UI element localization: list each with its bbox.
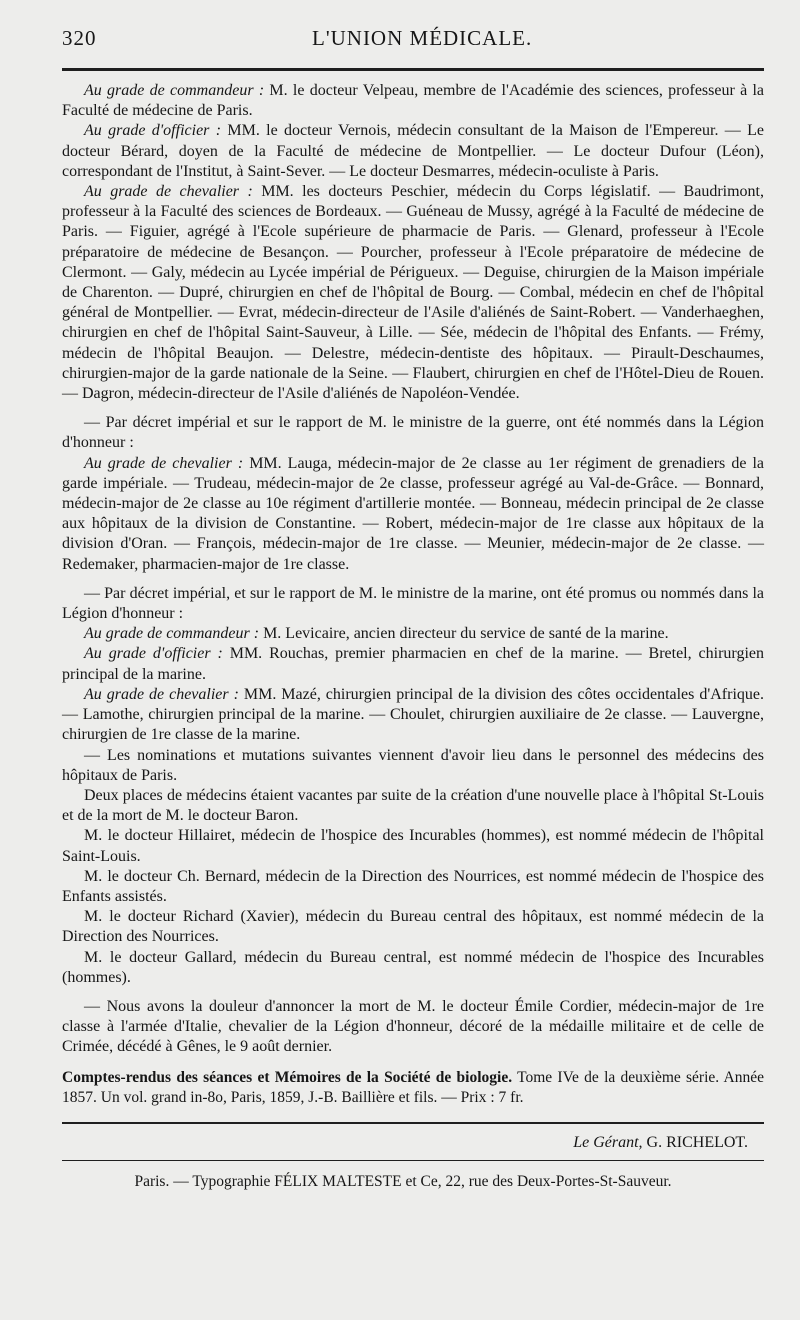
- paragraph-text: MM. le docteur Vernois, médecin consultant de la Maison de l'Empereur. — Le docteur Bérard, doyen de la Faculté de médecine de Montpellier. — Le docteur Dufour (Léon), correspondant de l'Institut, à Saint-Sever. — Le docteur Desmarres, médecin-oculiste à Paris.: [62, 122, 764, 180]
- paragraph-text: Deux places de médecins étaient vacantes par suite de la création d'une nouvelle place à l'hôpital St-Louis et de la mort de M. le docteur Baron.: [62, 786, 764, 825]
- header-rule: [62, 68, 764, 71]
- grade-label: Au grade d'officier :: [84, 122, 222, 140]
- paragraph-text: MM. Mazé, chirurgien principal de la division des côtes occidentales d'Afrique. — Lamothe, chirurgien principal de la marine. — Choulet, chirurgien auxiliaire de 2e classe. — Lauvergne, chirurgien de 1re classe de la marine.: [62, 685, 764, 744]
- paragraph-text: — Par décret impérial et sur le rapport de M. le ministre de la guerre, ont été nommés dans la Légion d'honneur :: [62, 414, 764, 452]
- paragraph: [62, 826, 764, 866]
- paragraph: [62, 997, 764, 1058]
- page-number: 320: [62, 26, 97, 50]
- paragraph-text: — Les nominations et mutations suivantes viennent d'avoir lieu dans le personnel des médecins des hôpitaux de Paris.: [62, 746, 764, 784]
- paragraph-text: M. le docteur Velpeau, membre de l'Académie des sciences, professeur à la Faculté de médecine de Paris.: [62, 82, 764, 120]
- paragraph: [62, 786, 764, 826]
- paragraph: [62, 907, 764, 947]
- grade-label: Au grade de chevalier :: [84, 685, 239, 703]
- paragraph: [62, 624, 764, 644]
- grade-label: Au grade de commandeur :: [84, 625, 260, 643]
- imprint-rule: [62, 1160, 764, 1161]
- paragraph-text: M. le docteur Gallard, médecin du Bureau central, est nommé médecin de l'hospice des Incurables (hommes).: [62, 948, 764, 986]
- paragraph: [62, 182, 764, 404]
- printer-imprint: Paris. — Typographie FÉLIX MALTESTE et Ce, 22, rue des Deux-Portes-St-Sauveur.: [134, 1172, 672, 1190]
- paragraph: [62, 584, 764, 624]
- grade-label: Au grade de chevalier :: [84, 183, 253, 201]
- grade-label: Au grade de commandeur :: [84, 82, 265, 99]
- journal-title: L'UNION MÉDICALE.: [312, 26, 533, 50]
- paragraph-text: MM. Rouchas, premier pharmacien en chef de la marine. — Bretel, chirurgien principal de la marine.: [62, 645, 764, 683]
- signature-label: Le Gérant,: [573, 1133, 643, 1151]
- paragraph-text: MM. les docteurs Peschier, médecin du Corps législatif. — Baudrimont, professeur à la Faculté des sciences de Bordeaux. — Guéneau de Mussy, agrégé à la Faculté de médecine de Paris. — Figuier, agrégé à l'Ecole supérieure de pharmacie de Paris. — Glenard, professeur à l'Ecole préparatoire de médecine de Besançon. — Pourcher, professeur à l'Ecole préparatoire de médecine de Clermont. — Galy, médecin au Lycée impérial de Périgueux. — Deguise, chirurgien de la Maison impériale de Charenton. — Dupré, chirurgien en chef de l'hôpital de Bourg. — Combal, médecin en chef de l'hôpital général de Montpellier. — Evrat, médecin-directeur de l'Asile d'aliénés de Saint-Robert. — Vanderhaeghen, chirurgien en chef de l'hôpital Saint-Sauveur, à Lille. — Sée, médecin de l'hôpital des Enfants. — Frémy, médecin de l'hôpital Beaujon. — Delestre, médecin-dentiste des hôpitaux. — Pirault-Deschaumes, chirurgien-major de la garde nationale de la Seine. — Flaubert, chirurgien en chef de l'Hôtel-Dieu de Rouen. — Dagron, médecin-directeur de l'Asile d'aliénés de Napoléon-Vendée.: [62, 183, 764, 403]
- running-head: [62, 26, 764, 60]
- paragraph: [62, 746, 764, 786]
- paragraph-text: M. le docteur Hillairet, médecin de l'hospice des Incurables (hommes), est nommé médecin de l'hôpital Saint-Louis.: [62, 827, 764, 865]
- paragraph: [62, 81, 764, 121]
- grade-label: Au grade de chevalier :: [84, 454, 244, 472]
- paragraph: [62, 121, 764, 182]
- paragraph-text: — Nous avons la douleur d'annoncer la mort de M. le docteur Émile Cordier, médecin-major de 1re classe à l'armée d'Italie, chevalier de la Légion d'honneur, décoré de la médaille militaire et de celle de Crimée, décédé à Gênes, le 9 août dernier.: [62, 997, 764, 1056]
- paragraph: [62, 867, 764, 907]
- bibliography-title: Comptes-rendus des séances et Mémoires de la Société de biologie.: [62, 1068, 513, 1086]
- paragraph: [62, 413, 764, 453]
- bibliography-details: Tome IVe de la deuxième série. Année 1857. Un vol. grand in-8o, Paris, 1859, J.-B. Baillière et fils. — Prix : 7 fr.: [62, 1068, 765, 1106]
- paragraph-text: M. le docteur Richard (Xavier), médecin du Bureau central des hôpitaux, est nommé médecin de la Direction des Nourrices.: [62, 908, 764, 946]
- paragraph-text: — Par décret impérial, et sur le rapport de M. le ministre de la marine, ont été promus ou nommés dans la Légion d'honneur :: [62, 584, 764, 623]
- grade-label: Au grade d'officier :: [84, 645, 223, 663]
- paragraph-text: MM. Lauga, médecin-major de 2e classe au 1er régiment de grenadiers de la garde impériale. — Trudeau, médecin-major de 2e classe, professeur agrégé au Val-de-Grâce. — Bonnard, médecin-major de 2e classe au 10e régiment d'artillerie montée. — Bonneau, médecin principal de 2e classe aux hôpitaux de la division de Constantine. — Robert, médecin-major de 1re classe aux hôpitaux de la division d'Oran. — François, médecin-major de 1re classe. — Meunier, médecin-major de 2e classe. — Redemaker, pharmacien-major de 1re classe.: [62, 454, 764, 573]
- bibliography-notice: [62, 1068, 764, 1108]
- signature: [62, 1134, 764, 1152]
- article-body: [62, 81, 764, 1058]
- paragraph: [62, 644, 764, 684]
- paragraph: [62, 948, 764, 988]
- paragraph: [62, 454, 764, 575]
- footer-rule: [62, 1122, 764, 1124]
- paragraph-text: M. le docteur Ch. Bernard, médecin de la Direction des Nourrices, est nommé médecin de l'hospice des Enfants assistés.: [62, 867, 764, 905]
- paragraph: [62, 685, 764, 746]
- signature-name: G. RICHELOT.: [642, 1133, 748, 1151]
- paragraph-text: M. Levicaire, ancien directeur du service de santé de la marine.: [259, 625, 669, 643]
